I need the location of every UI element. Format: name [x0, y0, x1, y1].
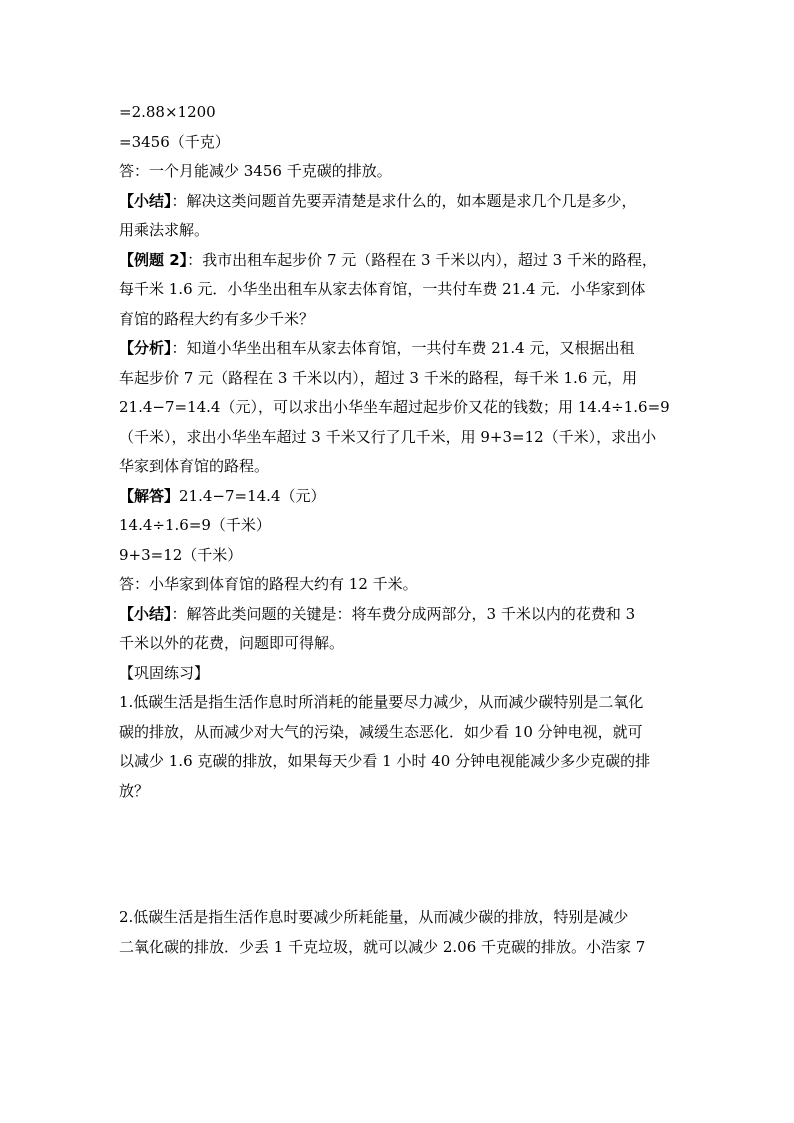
summary-1: [119, 187, 679, 217]
summary-2-text: ：解答此类问题的关键是：将车费分成两部分，3 千米以内的花费和 3: [171, 604, 636, 623]
exercise-1-cont-3: 放？: [119, 781, 150, 800]
practice-heading: 【巩固练习】: [119, 663, 210, 682]
exercise-2-cont-1: 二氧化碳的排放．少丢 1 千克垃圾，就可以减少 2.06 千克碳的排放。小浩家 7: [119, 937, 646, 956]
exercise-1-cont-1: 碳的排放，从而减少对大气的污染，减缓生态恶化．如少看 10 分钟电视，就可: [119, 722, 643, 741]
summary-1-cont: 用乘法求解。: [119, 221, 210, 239]
analysis-cont-2: 21.4−7=14.4（元），可以求出小华坐车超过起步价又花的钱数；用 14.4÷1.6=9: [119, 398, 670, 416]
summary-2-cont: 千米以外的花费，问题即可得解。: [119, 634, 345, 652]
summary-2-tag: 【小结】: [119, 604, 172, 623]
calc-line-1: =2.88×1200: [119, 103, 216, 121]
solution-text: 21.4−7=14.4（元）: [179, 486, 326, 505]
analysis-cont-4: 华家到体育馆的路程。: [119, 457, 270, 475]
summary-2: [119, 600, 679, 630]
summary-tag: 【小结】: [119, 191, 172, 210]
analysis-text: ：知道小华坐出租车从家去体育馆，一共付车费 21.4 元，又根据出租: [171, 339, 635, 357]
analysis-tag: 【分析】: [119, 339, 172, 357]
answer-space: [119, 806, 679, 903]
summary-text: ：解决这类问题首先要弄清楚是求什么的，如本题是求几个几是多少，: [171, 191, 637, 210]
document-page: [119, 98, 679, 962]
example-2-cont-2: 育馆的路程大约有多少千米？: [119, 309, 315, 328]
solution-line-2: 14.4÷1.6=9（千米）: [119, 516, 271, 534]
example-2: [119, 246, 679, 276]
example-text: ：我市出租车起步价 7 元（路程在 3 千米以内），超过 3 千米的路程，: [187, 250, 657, 269]
solution-line-3: 9+3=12（千米）: [119, 545, 243, 564]
exercise-2: 2.低碳生活是指生活作息时要减少所耗能量，从而减少碳的排放，特别是减少: [119, 908, 629, 926]
calc-line-2: =3456（千克）: [119, 132, 230, 151]
exercise-1-cont-2: 以减少 1.6 克碳的排放，如果每天少看 1 小时 40 分钟电视能减少多少克碳的排: [119, 752, 651, 770]
solution: [119, 482, 679, 512]
answer-1: 答：一个月能减少 3456 千克碳的排放。: [119, 162, 392, 180]
analysis-cont-1: 车起步价 7 元（路程在 3 千米以内），超过 3 千米的路程，每千米 1.6 元，用: [119, 368, 638, 387]
analysis: [119, 334, 679, 364]
analysis-cont-3: （千米），求出小华坐车超过 3 千米又行了几千米，用 9+3=12（千米），求出小: [119, 427, 657, 446]
answer-2: 答：小华家到体育馆的路程大约有 12 千米。: [119, 575, 418, 593]
example-2-cont-1: 每千米 1.6 元．小华坐出租车从家去体育馆，一共付车费 21.4 元．小华家到体: [119, 280, 646, 298]
solution-tag: 【解答】: [119, 486, 180, 505]
exercise-1: 1.低碳生活是指生活作息时所消耗的能量要尽力减少，从而减少碳特别是二氧化: [119, 693, 644, 711]
example-tag: 【例题 2】: [119, 250, 188, 269]
